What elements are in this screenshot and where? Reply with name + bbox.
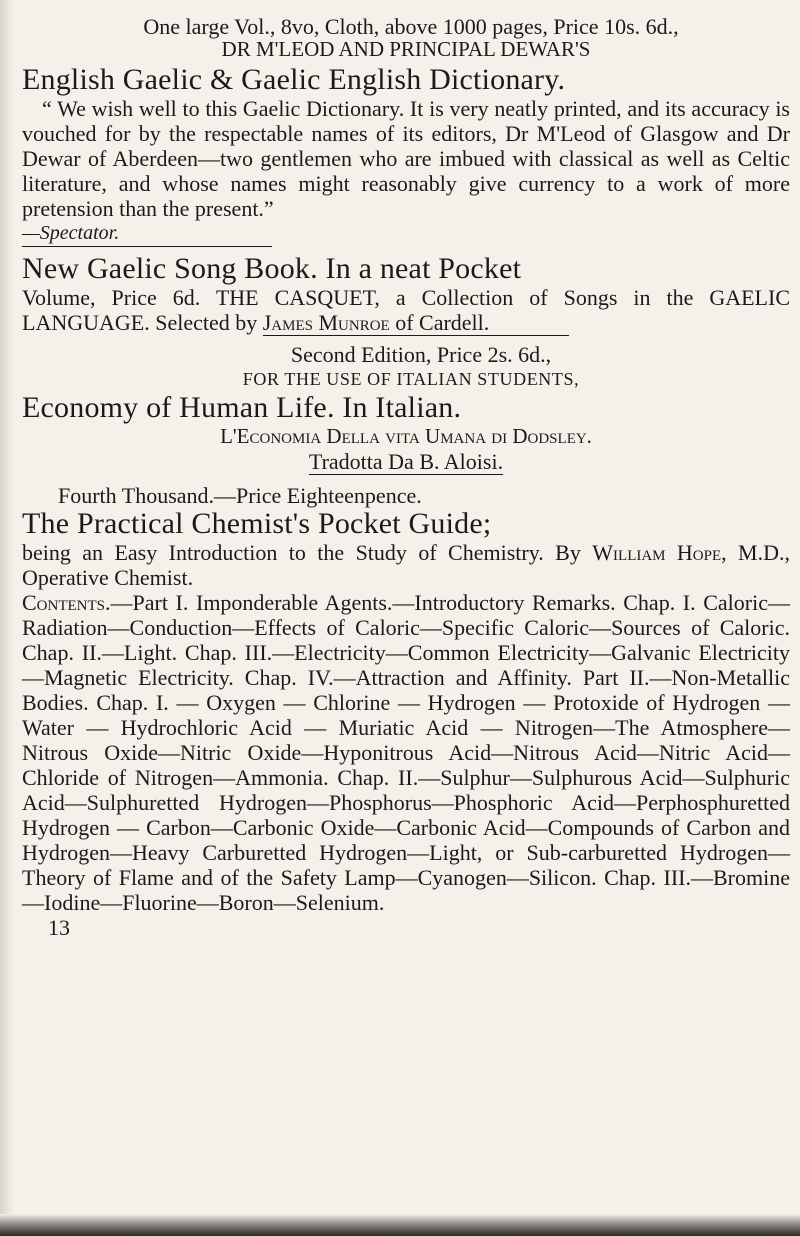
chemist-guide-contents [22, 590, 790, 915]
song-book-advertisement [22, 253, 790, 336]
economy-note: FOR THE USE OF ITALIAN STUDENTS, [242, 369, 580, 389]
page-edge-shadow [0, 0, 14, 1236]
song-book-title-tail: In a neat Pocket [317, 252, 522, 285]
dictionary-title: English Gaelic & Gaelic English Dictionary. [22, 63, 566, 96]
review-source: —Spectator. [22, 221, 790, 247]
chemist-guide-title: The Practical Chemist's Pocket Guide; [22, 507, 492, 540]
chemist-guide-author: William Hope [592, 540, 722, 565]
dictionary-advertisement [22, 14, 790, 247]
chemist-guide-desc-lead: being an Easy Introduction to the Study of Chemistry. By [22, 540, 581, 565]
dictionary-headline: One large Vol., 8vo, Cloth, above 1000 pages, Price 10s. 6d., [143, 14, 679, 39]
dictionary-review: “ We wish well to this Gaelic Dictionary. It is very neatly printed, and its accuracy is vouched for by the respectable names of its editors, Dr M'Leod of Glasgow and Dr Dewar of Aberdeen—two gentlemen who are imbued with classical as well as Celtic literature, and whose names might reasonably give currency to a work of more pretension than the present.” [22, 96, 790, 221]
economy-title: Economy of Human Life. In Italian. [22, 391, 462, 424]
song-book-author-place: of Cardell. [389, 310, 490, 335]
song-book-description [22, 285, 790, 336]
song-book-title [22, 253, 790, 285]
contents-list: .—Part I. Imponderable Agents.—Introductory Remarks. Chap. I. Caloric—Radiation—Conduction—Effects of Caloric—Specific Caloric—Sources of Caloric. Chap. II.—Light. Chap. III.—Electricity—Common Electricity—Galvanic Electricity—Magnetic Electricity. Chap. IV.—Attraction and Affinity. Part II.—Non-Metallic Bodies. Chap. I. — Oxygen — Chlorine — Hydrogen — Protoxide of Hydrogen — Water — Hydrochloric Acid — Muriatic Acid — Nitrogen—The Atmosphere—Nitrous Oxide—Nitric Oxide—Hyponitrous Acid—Nitrous Acid—Nitric Acid—Chloride of Nitrogen—Ammonia. Chap. II.—Sulphur—Sulphurous Acid—Sulphuric Acid—Sulphuretted Hydrogen—Phosphorus—Phosphoric Acid—Perphosphuretted Hydrogen — Carbon—Carbonic Oxide—Carbonic Acid—Compounds of Carbon and Hydrogen—Heavy Carburetted Hydrogen—Light, or Sub-carburetted Hydrogen—Theory of Flame and of the Safety Lamp—Cyanogen—Silicon. Chap. III.—Bromine—Iodine—Fluorine—Boron—Selenium. [22, 590, 790, 915]
economy-advertisement [22, 342, 790, 475]
contents-label: Contents [22, 590, 106, 615]
song-book-title-lead: New Gaelic Song Book. [22, 252, 318, 285]
economy-translator: Tradotta Da B. Aloisi. [308, 449, 504, 474]
chemist-guide-description [22, 540, 790, 590]
dictionary-editors: DR M'LEOD AND PRINCIPAL DEWAR'S [221, 37, 591, 61]
page-bottom-edge [0, 1214, 800, 1236]
chemist-guide-advertisement [22, 483, 790, 940]
page-number: 13 [48, 915, 70, 940]
song-book-details: Volume, Price 6d. THE CASQUET, a Collection of Songs in the GAELIC LANGUAGE. Selected by [22, 285, 790, 335]
advertisement-page [22, 14, 790, 940]
chemist-guide-desc-tail: , M.D., Operative Chemist. [22, 540, 791, 590]
economy-edition: Second Edition, Price 2s. 6d., [290, 342, 552, 367]
economy-italian-title: L'Economia Della vita Umana di Dodsley. [220, 424, 592, 448]
chemist-guide-edition: Fourth Thousand.—Price Eighteenpence. [58, 483, 422, 508]
song-book-author: James Munroe [262, 310, 390, 335]
song-book-author-line [263, 310, 570, 336]
